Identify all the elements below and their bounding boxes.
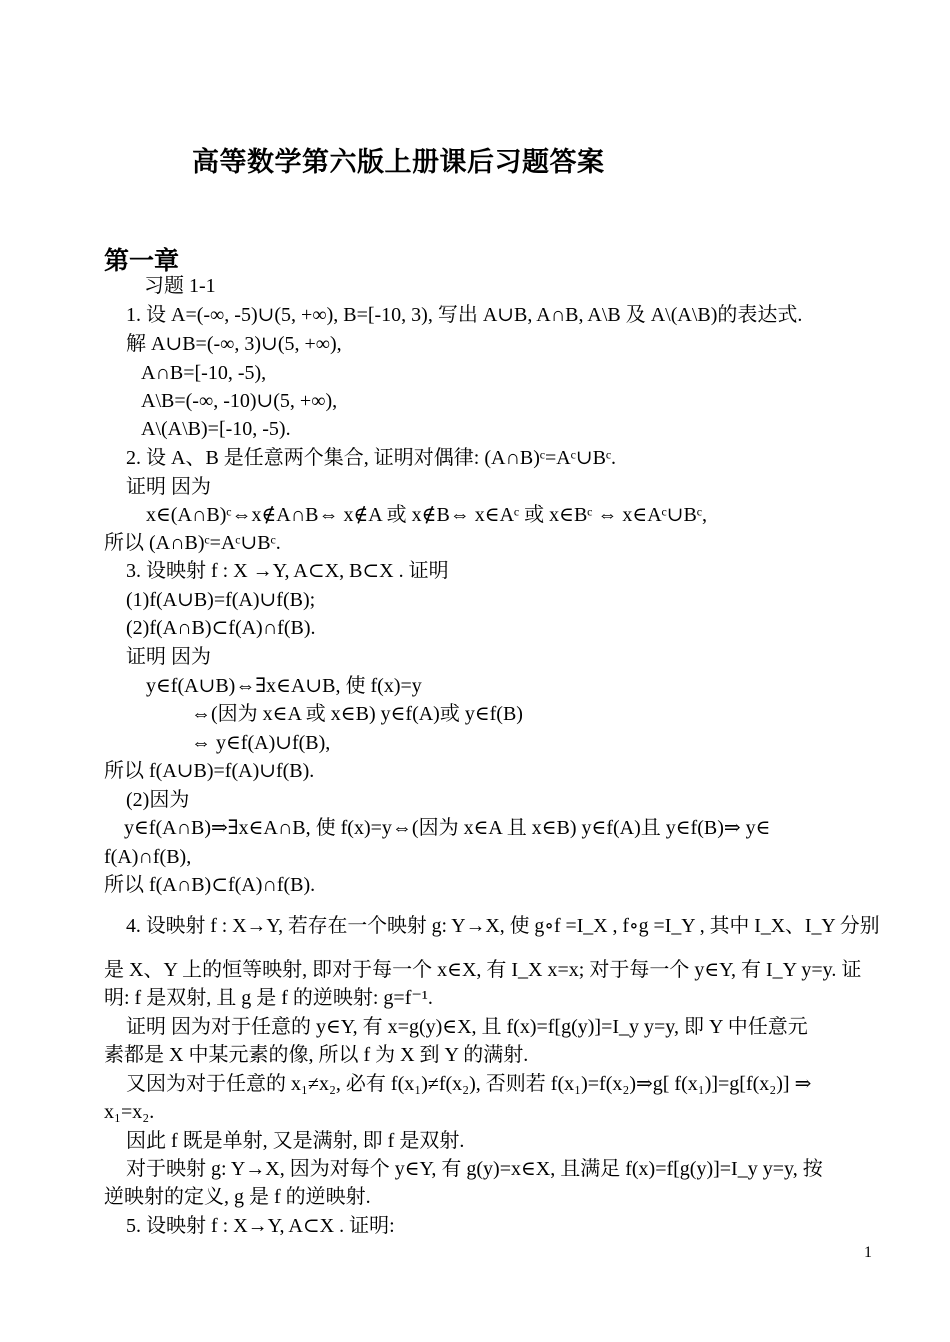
text-line: 证明 因为对于任意的 y∈Y, 有 x=g(y)∈X, 且 f(x)=f[g(y)]=I_y y=y, 即 Y 中任意元 bbox=[126, 1016, 808, 1038]
text-line: 素都是 X 中某元素的像, 所以 f 为 X 到 Y 的满射. bbox=[104, 1044, 529, 1066]
text-line: (2)f(A∩B)⊂f(A)∩f(B). bbox=[126, 617, 316, 639]
text-line: 1. 设 A=(-∞, -5)∪(5, +∞), B=[-10, 3), 写出 A∪B, A∩B, A\B 及 A\(A\B)的表达式. bbox=[126, 304, 803, 326]
text-line: 2. 设 A、B 是任意两个集合, 证明对偶律: (A∩B)ᶜ=Aᶜ∪Bᶜ. bbox=[126, 447, 617, 469]
text-line: 证明 因为 bbox=[126, 646, 211, 668]
text-line: y∈f(A∩B)⇒∃x∈A∩B, 使 f(x)=y⇔(因为 x∈A 且 x∈B) y∈f(A)且 y∈f(B)⇒ y∈ bbox=[124, 817, 771, 839]
text-line: y∈f(A∪B)⇔∃x∈A∪B, 使 f(x)=y bbox=[146, 675, 422, 697]
text-line: 是 X、Y 上的恒等映射, 即对于每一个 x∈X, 有 I_X x=x; 对于每一个 y∈Y, 有 I_Y y=y. 证 bbox=[104, 959, 862, 981]
text-line: x₁=x₂. bbox=[104, 1101, 155, 1123]
text-line: 3. 设映射 f : X →Y, A⊂X, B⊂X . 证明 bbox=[126, 560, 449, 582]
text-line: 所以 f(A∩B)⊂f(A)∩f(B). bbox=[104, 874, 316, 896]
text-line: 解 A∪B=(-∞, 3)∪(5, +∞), bbox=[126, 333, 342, 355]
text-line: x∈(A∩B)ᶜ⇔x∉A∩B⇔ x∉A 或 x∉B⇔ x∈Aᶜ 或 x∈Bᶜ ⇔ x∈Aᶜ∪Bᶜ, bbox=[146, 504, 707, 526]
text-line: ⇔(因为 x∈A 或 x∈B) y∈f(A)或 y∈f(B) bbox=[191, 703, 523, 725]
text-line: 所以 (A∩B)ᶜ=Aᶜ∪Bᶜ. bbox=[104, 532, 281, 554]
document-title: 高等数学第六版上册课后习题答案 bbox=[192, 147, 605, 178]
text-line: f(A)∩f(B), bbox=[104, 846, 192, 868]
text-line: (2)因为 bbox=[126, 789, 190, 811]
text-line: ⇔ y∈f(A)∪f(B), bbox=[191, 732, 331, 754]
page-number: 1 bbox=[864, 1244, 872, 1261]
text-line: (1)f(A∪B)=f(A)∪f(B); bbox=[126, 589, 316, 611]
exercise-heading: 习题 1-1 bbox=[144, 275, 216, 297]
text-line: 4. 设映射 f : X→Y, 若存在一个映射 g: Y→X, 使 g∘f =I_X , f∘g =I_Y , 其中 I_X、I_Y 分别 bbox=[126, 915, 880, 937]
text-line: 逆映射的定义, g 是 f 的逆映射. bbox=[104, 1186, 371, 1208]
text-line: 对于映射 g: Y→X, 因为对每个 y∈Y, 有 g(y)=x∈X, 且满足 f(x)=f[g(y)]=I_y y=y, 按 bbox=[126, 1158, 823, 1180]
text-line: 因此 f 既是单射, 又是满射, 即 f 是双射. bbox=[126, 1130, 465, 1152]
text-line: 明: f 是双射, 且 g 是 f 的逆映射: g=f⁻¹. bbox=[104, 987, 433, 1009]
text-line: 又因为对于任意的 x₁≠x₂, 必有 f(x₁)≠f(x₂), 否则若 f(x₁)=f(x₂)⇒g[ f(x₁)]=g[f(x₂)] ⇒ bbox=[126, 1073, 812, 1095]
text-line: A∩B=[-10, -5), bbox=[141, 362, 267, 384]
text-line: 所以 f(A∪B)=f(A)∪f(B). bbox=[104, 760, 315, 782]
text-line: A\(A\B)=[-10, -5). bbox=[141, 418, 291, 440]
text-line: 5. 设映射 f : X→Y, A⊂X . 证明: bbox=[126, 1215, 395, 1237]
text-line: 证明 因为 bbox=[126, 476, 211, 498]
text-line: A\B=(-∞, -10)∪(5, +∞), bbox=[141, 390, 338, 412]
chapter-heading: 第一章 bbox=[104, 246, 180, 275]
